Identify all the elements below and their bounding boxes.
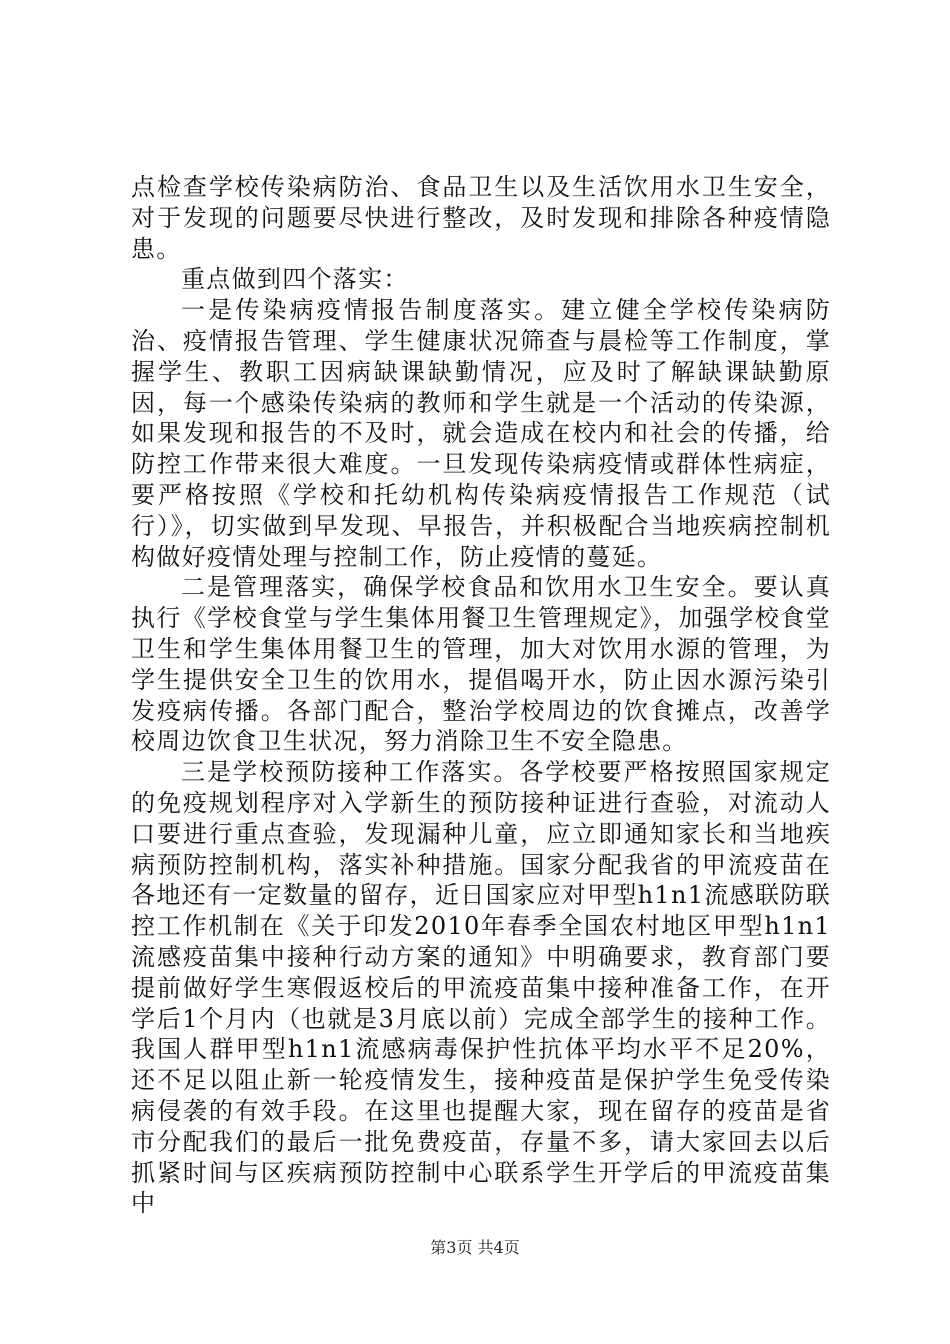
document-body [131,172,831,1219]
paragraph-continuation: 点检查学校传染病防治、食品卫生以及生活饮用水卫生安全，对于发现的问题要尽快进行整改，及时发现和排除各种疫情隐患。 [131,173,831,263]
paragraph-four-implementations-heading: 重点做到四个落实： [181,265,409,294]
paragraph-food-water-safety: 二是管理落实，确保学校食品和饮用水卫生安全。要认真执行《学校食堂与学生集体用餐卫生管理规定》，加强学校食堂卫生和学生集体用餐卫生的管理，加大对饮用水源的管理，为学生提供安全卫生的饮用水，提倡喝开水，防止因水源污染引发疫病传播。各部门配合，整治学校周边的饮食摊点，改善学校周边饮食卫生状况，努力消除卫生不安全隐患。 [131,573,831,756]
page-number-footer: 第3页 共4页 [430,1238,520,1257]
paragraph-vaccination: 三是学校预防接种工作落实。各学校要严格按照国家规定的免疫规划程序对入学新生的预防接种证进行查验，对流动人口要进行重点查验，发现漏种儿童，应立即通知家长和当地疾病预防控制机构，落实补种措施。国家分配我省的甲流疫苗在各地还有一定数量的留存，近日国家应对甲型h1n1流感联防联控工作机制在《关于印发2010年春季全国农村地区甲型h1n1流感疫苗集中接种行动方案的通知》中明确要求，教育部门要提前做好学生寒假返校后的甲流疫苗集中接种准备工作，在开学后1个月内（也就是3月底以前）完成全部学生的接种工作。我国人群甲型h1n1流感病毒保护性抗体平均水平不足20%，还不足以阻止新一轮疫情发生，接种疫苗是保护学生免受传染病侵袭的有效手段。在这里也提醒大家，现在留存的疫苗是省市分配我们的最后一批免费疫苗，存量不多，请大家回去以后抓紧时间与区疾病预防控制中心联系学生开学后的甲流疫苗集中 [131,758,831,1218]
paragraph-epidemic-reporting: 一是传染病疫情报告制度落实。建立健全学校传染病防治、疫情报告管理、学生健康状况筛查与晨检等工作制度，掌握学生、教职工因病缺课缺勤情况，应及时了解缺课缺勤原因，每一个感染传染病的教师和学生就是一个活动的传染源，如果发现和报告的不及时，就会造成在校内和社会的传播，给防控工作带来很大难度。一旦发现传染病疫情或群体性病症，要严格按照《学校和托幼机构传染病疫情报告工作规范（试行）》，切实做到早发现、早报告，并积极配合当地疾病控制机构做好疫情处理与控制工作，防止疫情的蔓延。 [131,296,831,571]
